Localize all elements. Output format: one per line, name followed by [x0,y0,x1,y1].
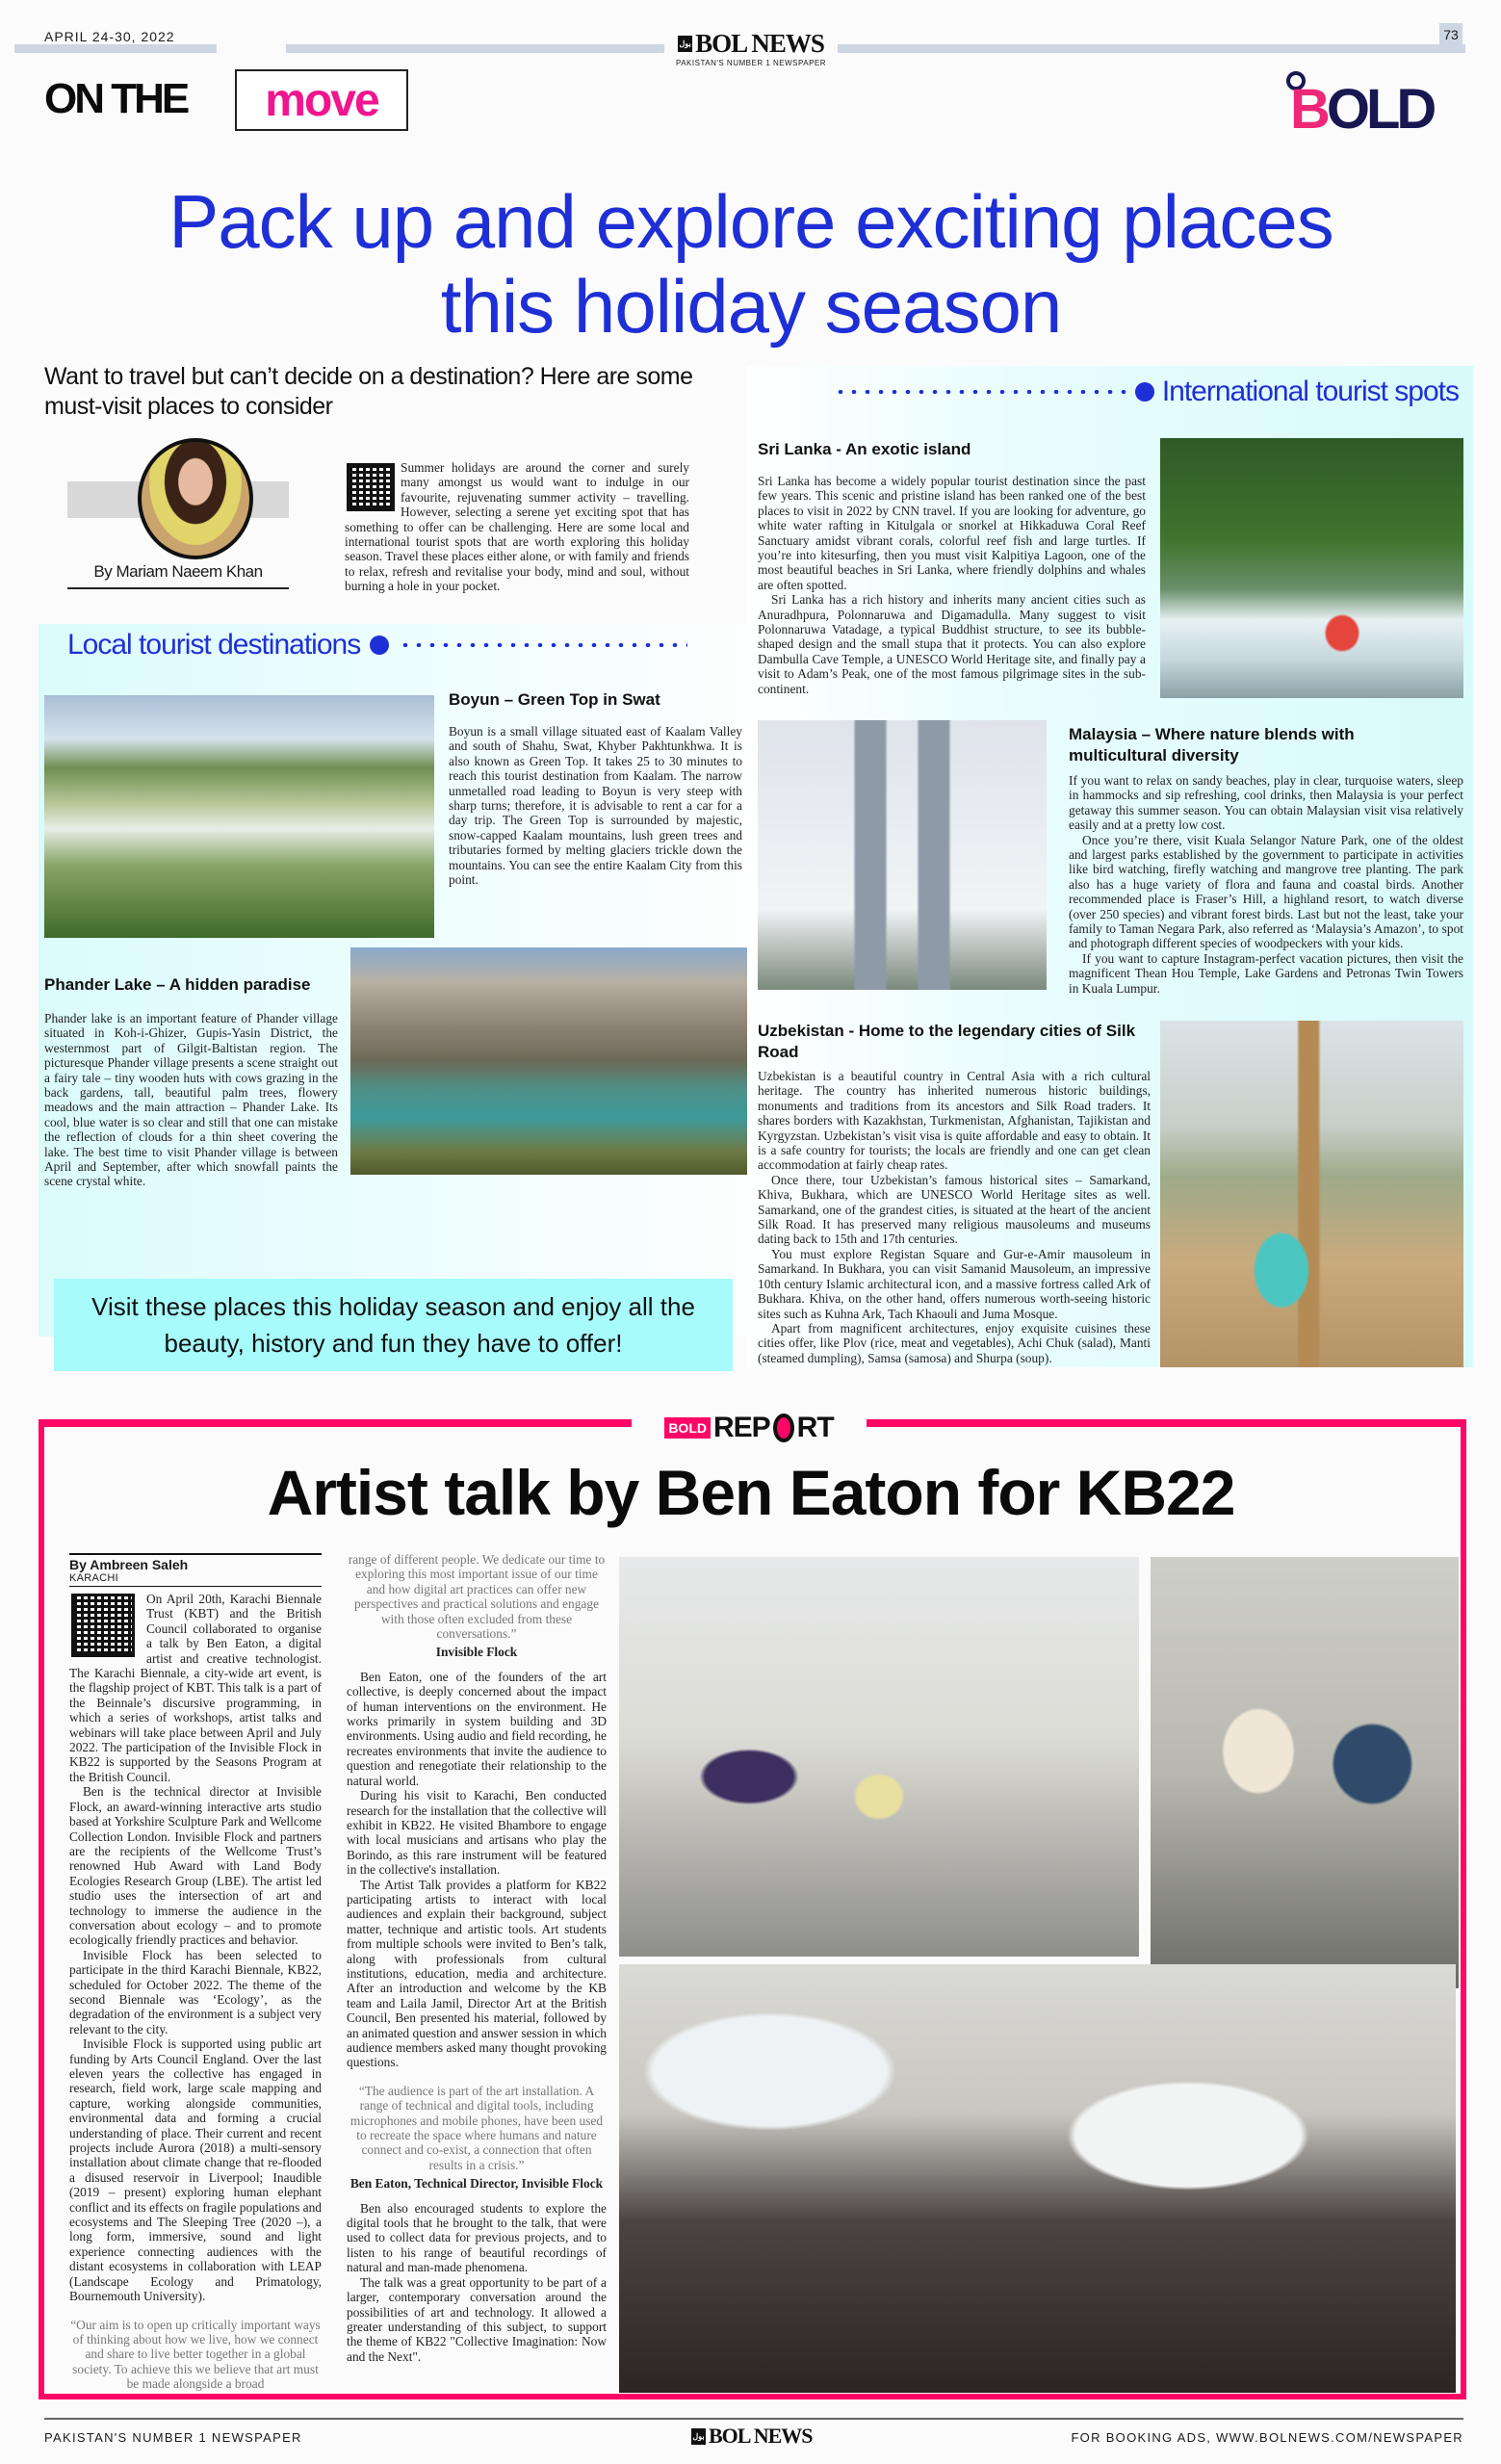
bold-logo [1290,77,1433,142]
report-col1-p1-text: On April 20th, Karachi Biennale Trust (KBT) and the British Council collaborated to organise a talk by Ben Eaton, a digital artist and creative technologist. The Karachi Biennale, a city-wide art event, is the flagship project of KBT. This talk is a part of the Beinnale’s discursive programming, in which a series of workshops, artist talks and webinars will take place between April and July 2022. The participation of the Invisible Flock in KB22 is supported by the Seasons Program at the British Council. [69,1592,322,1784]
report-logo-o-icon [773,1414,794,1442]
feature-headline [39,179,1463,349]
header-rule-right [286,44,1465,53]
boyun-title: Boyun – Green Top in Swat [449,690,660,709]
srilanka-title: Sri Lanka - An exotic island [758,440,971,458]
report-column-2 [347,1552,607,2364]
footer-booking-link[interactable]: FOR BOOKING ADS, WWW.BOLNEWS.COM/NEWSPAPER [1071,2430,1463,2445]
malaysia-p1: If you want to relax on sandy beaches, play in clear, turquoise waters, sleep in hammocks and sip refreshing, cool drinks, then Malaysia is your perfect getaway this summer season. You can obtain Malaysian visit visa relatively easily and at a pretty low cost. [1069,773,1463,833]
uzbekistan-p4: Apart from magnificent architectures, enjoy exquisite cuisines these cities offer, like Plov (rice, meat and vegetables), Achi Chuk (salad), Manti (steamed dumpling), Samsa (samosa) and Shurpa (soup). [758,1320,1151,1365]
report-col1-p2: Ben is the technical director at Invisible Flock, an award-winning interactive arts studio based at Yorkshire Sculpture Park and Wellcome Collection London. Invisible Flock and partners are the recipients of the Wellcome Trust’s renowned Hub Award with Land Body Ecologies Research Group (LBE). The artist led studio uses the intersection of art and technology to immerse the audience in the conversation about ecology – and to promote ecologically friendly practices and behavior. [69,1784,322,1948]
masthead-text: BOL NEWS [695,29,824,58]
rafting-photo [1160,438,1463,698]
report-col1-p3: Invisible Flock has been selected to participate in the third Karachi Biennale, KB22, scheduled for October 2022. The theme of the second Biennale was ‘Ecology’, as the degradation of the environment is a subject very relevant to the city. [69,1947,322,2036]
intl-heading [765,376,1459,408]
author-photo [138,438,253,559]
report-col1-p4: Invisible Flock is supported using public art funding by Arts Council England. Over the last eleven years the collective has engaged in research, field work, large scale mapping and capture, working alongside communities, environmental data and forming a crucial understanding of place. Their current and recent projects include Aurora (2018) a multi-sensory installation about climate change that re-flooded a disused reservoir in Liverpool; Inaudible (2019 – present) exploring human elephant conflict and its effects on fragile populations and ecosystems and The Sleeping Tree (2020 –), a long form, immersive, sound and light experience connecting audiences with the distant ecosystems in collaboration with LEAP (Landscape Ecology and Primatology, Bournemouth University). [69,2036,322,2304]
boyun-photo [44,695,434,938]
report-col1-p1 [69,1592,322,1784]
local-heading-text: Local tourist destinations [67,629,361,661]
section-title-on-the: ON THE [44,75,188,122]
bullet-dot-icon [370,635,389,655]
phander-title: Phander Lake – A hidden paradise [44,975,311,994]
report-author: By Ambreen Saleh [69,1557,189,1572]
report-column-1 [69,1592,322,2392]
report-city: KARACHI [69,1572,118,1584]
intl-heading-text: International tourist spots [1161,376,1459,407]
report-label-bold: BOLD [664,1417,711,1439]
panel-discussion-photo [1151,1557,1459,1988]
intro-text: Summer holidays are around the corner and surely many amongst us would want to indulge in our favourite, rejuvenating summer activity – travelling. However, selecting a serene yet exciting spot that has something to offer can be challenging. Here are some local and international tourist spots that are worth exploring this holiday season. Travel these places either alone, or with family and friends to relax, refresh and revitalise your body, mind and soul, without burning a hole in your pocket. [345,460,689,594]
page-number: 73 [1439,23,1462,52]
feature-intro [345,460,689,594]
malaysia-body [1069,773,1463,996]
bullet-dot-icon [1135,382,1154,402]
bold-logo-rest: OLD [1326,78,1434,141]
report-label-rep: REP [712,1412,770,1443]
report-col2-p4: Ben also encouraged students to explore the digital tools that he brought to the talk, that were used to collect data for previous projects, and to listen to his range of beautiful recordings of natural and man-made phenomena. [347,2200,607,2275]
callout-box [54,1279,733,1371]
uzbekistan-p3: You must explore Registan Square and Gur-e-Amir mausoleum in Samarkand. In Bukhara, you can visit Samanid Mausoleum, an impressive 10th century Islamic architectural icon, and a massive fortress called Ark of Bukhara. Khiva, on the other hand, offers numerous worth-seeing historic sites such as Kuhna Ark, Tach Khaouli and Juma Mosque. [758,1246,1151,1321]
report-label-rt: RT [796,1412,834,1443]
masthead-logo [678,29,824,59]
pull-quote-1-attribution: Invisible Flock [435,1645,518,1660]
feature-headline-line2: this holiday season [440,264,1062,349]
feature-standfirst: Want to travel but can’t decide on a destination? Here are some must-visit places to consider [44,363,693,420]
uzbekistan-title: Uzbekistan - Home to the legendary cities of Silk Road [758,1022,1136,1061]
boyun-body: Boyun is a small village situated east of Kaalam Valley and south of Shahu, Swat, Khyber Pakhtunkhwa. It is also known as Green Top. It takes 25 to 30 minutes to reach this tourist destination from Kaalam. The narrow unmetalled road leading to Boyun is very steep with sharp turns; therefore, it is advisable to rent a car for a day trip. The Green Top is surrounded by majestic, snow-capped Kaalam mountains, lush green trees and tributaries formed by melting glaciers trickle down the mountains. You can see the entire Kaalam City from this point. [449,724,742,888]
phander-body: Phander lake is an important feature of Phander village situated in Koh-i-Ghizer, Gupis-Yasin District, the westernmost part of Gilgit-Baltistan region. The picturesque Phander village presents a scene straight out a fairy tale – tiny wooden huts with cows grazing in the back gardens, tall, beautiful palm trees, flowery meadows and the main attraction – Phander Lake. Its cool, blue water is so clear and still that one can mistake the reflection of clouds for a thin sheet covering the lake. The best time to visit Phander village is between April and September, after which snowfall paints the scene crystal white. [44,1011,338,1189]
report-col2-p5: The talk was a great opportunity to be part of a larger, contemporary conversation around the possibilities of art and technology. It allowed a greater understanding of this subject, to support the theme of KB22 "Collective Imagination: Now and the Next". [347,2274,607,2364]
feature-headline-line1: Pack up and explore exciting places [168,179,1333,264]
header-rule-left [14,44,217,53]
srilanka-p1: Sri Lanka has become a widely popular tourist destination since the past few years. This scenic and pristine island has been ranked one of the best places to visit in 2022 by CNN travel. If you are looking for adventure, go white water rafting in Kitulgala or snorkel at Hikkaduwa Coral Reef Sanctuary amidst vibrant corals, colorful reef fish and large turtles. If you’re into kitesurfing, then you must visit Kalpitiya Lagoon, one of the most beautiful beaches in Sri Lanka, where friendly dolphins and whales are often spotted. [758,474,1146,592]
masthead-badge: بول [678,36,692,52]
report-headline: Artist talk by Ben Eaton for KB22 [267,1457,1235,1528]
issue-date: APRIL 24-30, 2022 [44,29,175,44]
pull-quote-1-start: “Our aim is to open up critically important ways of thinking about how we live, how we connect and share to live better together in a global society. To achieve this we believe that art must be made alongside a broad [70,2317,321,2392]
callout-text: Visit these places this holiday season and enjoy all the beauty, history and fun they have to offer! [91,1292,695,1358]
pull-quote-2: “The audience is part of the art installation. A range of technical and digital tools, including microphones and mobile phones, have been used to recreate the space where humans and nature connect and co-exist, a connection that often results in a crisis.” [349,2083,604,2172]
uzbekistan-p1: Uzbekistan is a beautiful country in Central Asia with a rich cultural heritage. The country has inherited numerous historic buildings, monuments and traditions from its ancestors and Silk Road traders. It shares borders with Kazakhstan, Turkmenistan, Afghanistan, Tajikistan and Kyrgyzstan. Uzbekistan’s visit visa is quite affordable and easy to obtain. It is a safe country for tourists; the locals are friendly and one can get clean accommodation at fairly cheap rates. [758,1069,1151,1173]
bold-logo-b: B [1290,78,1327,141]
report-col2-p2: During his visit to Karachi, Ben conducted research for the installation that the collective will exhibit in KB22. He visited Bhambore to engage with local musicians and artisans who play the Borindo, as this rare instrument will be featured in the collective's installation. [347,1788,607,1878]
petronas-towers-photo [758,720,1047,990]
audience-photo [619,1964,1456,2393]
phander-lake-photo [350,947,747,1175]
malaysia-p3: If you want to capture Instagram-perfect vacation pictures, then visit the magnificent Thean Hou Temple, Lake Gardens and Petronas Twin Towers in Kuala Lumpur. [1069,950,1463,996]
footer-logo-text: BOL NEWS [709,2424,813,2448]
report-col2-p1: Ben Eaton, one of the founders of the art collective, is deeply concerned about the impact of human interventions on the environment. He works primarily in system building and 3D environments. Using audio and field recording, he recreates environments that invite the audience to question and renegotiate their relationship to the natural world. [347,1669,607,1788]
report-col2-p3: The Artist Talk provides a platform for KB22 participating artists to interact with local audiences and explain their background, subject matter, technique and artistic tools. Art students from multiple schools were invited to Ben’s talk, along with professionals from cultural institutions, education, media and architecture. After an introduction and welcome by the KB team and Laila Jamil, Director Art at the British Council, Ben presented his material, followed by an animated question and answer session in which audience members asked many thought provoking questions. [347,1877,607,2070]
author-byline: By Mariam Naeem Khan [67,562,289,589]
masthead-tagline: PAKISTAN'S NUMBER 1 NEWSPAPER [675,59,827,67]
dotted-line [399,643,687,647]
section-title-move [235,69,408,131]
masthead [664,29,838,67]
report-byline [69,1553,322,1587]
dotted-line [834,390,1127,394]
pull-quote-2-attribution: Ben Eaton, Technical Director, Invisible Flock [349,2176,604,2192]
pull-quote-1-end: range of different people. We dedicate our time to exploring this most important issue of our time and how digital art practices can offer new perspectives and practical solutions and engage with those often excluded from these conversations.” [348,1552,606,1642]
srilanka-body [758,474,1146,696]
malaysia-p2: Once you’re there, visit Kuala Selangor Nature Park, one of the oldest and largest parks established by the government to participate in activities like bird watching, firefly watching and mangrove tree planting. The park also has a huge variety of flora and fauna and coastal birds. Another recommended place is Fraser’s Hill, a highland resort, to watch diverse (over 250 species) and vibrant forest birds. Last but not the least, take your family to Taman Negara Park, also referred as ‘Malaysia’s Amazon’, to spot and photograph different species of woodpeckers with your kids. [1069,832,1463,951]
move-logo-text: move [265,74,378,126]
local-heading [67,629,741,661]
footer-rule [44,2418,1463,2420]
workshop-photo [619,1557,1139,1957]
bold-report-label [632,1409,867,1447]
srilanka-p2: Sri Lanka has a rich history and inherits many ancient cities such as Anuradhpura, Polonnaruwa and Digamadulla. Many suggest to visit Polonnaruwa Vatadage, a typical Buddhist structure, to see its bubble-shaped design and the small stupa that it protects. You can also explore Dambulla Cave Temple, a UNESCO World Heritage site, and finally pay a visit to Adam’s Peak, one of the most famous pilgrimage sites in the sub-continent. [758,592,1146,696]
malaysia-title: Malaysia – Where nature blends with multicultural diversity [1069,725,1355,765]
uzbekistan-p2: Once there, tour Uzbekistan’s famous historical sites – Samarkand, Khiva, Bukhara, which are UNESCO World Heritage sites as well. Samarkand, one of the grandest cities, is situated at the heart of the ancient Silk Road. It has preserved many religious mausoleums and museums dating back to 15th and 17th centuries. [758,1172,1151,1247]
uzbekistan-body [758,1069,1151,1365]
footer-logo-badge: بول [691,2428,706,2445]
footer-logo [691,2424,813,2449]
footer-tagline: PAKISTAN'S NUMBER 1 NEWSPAPER [44,2430,302,2445]
uzbekistan-photo [1160,1021,1463,1367]
